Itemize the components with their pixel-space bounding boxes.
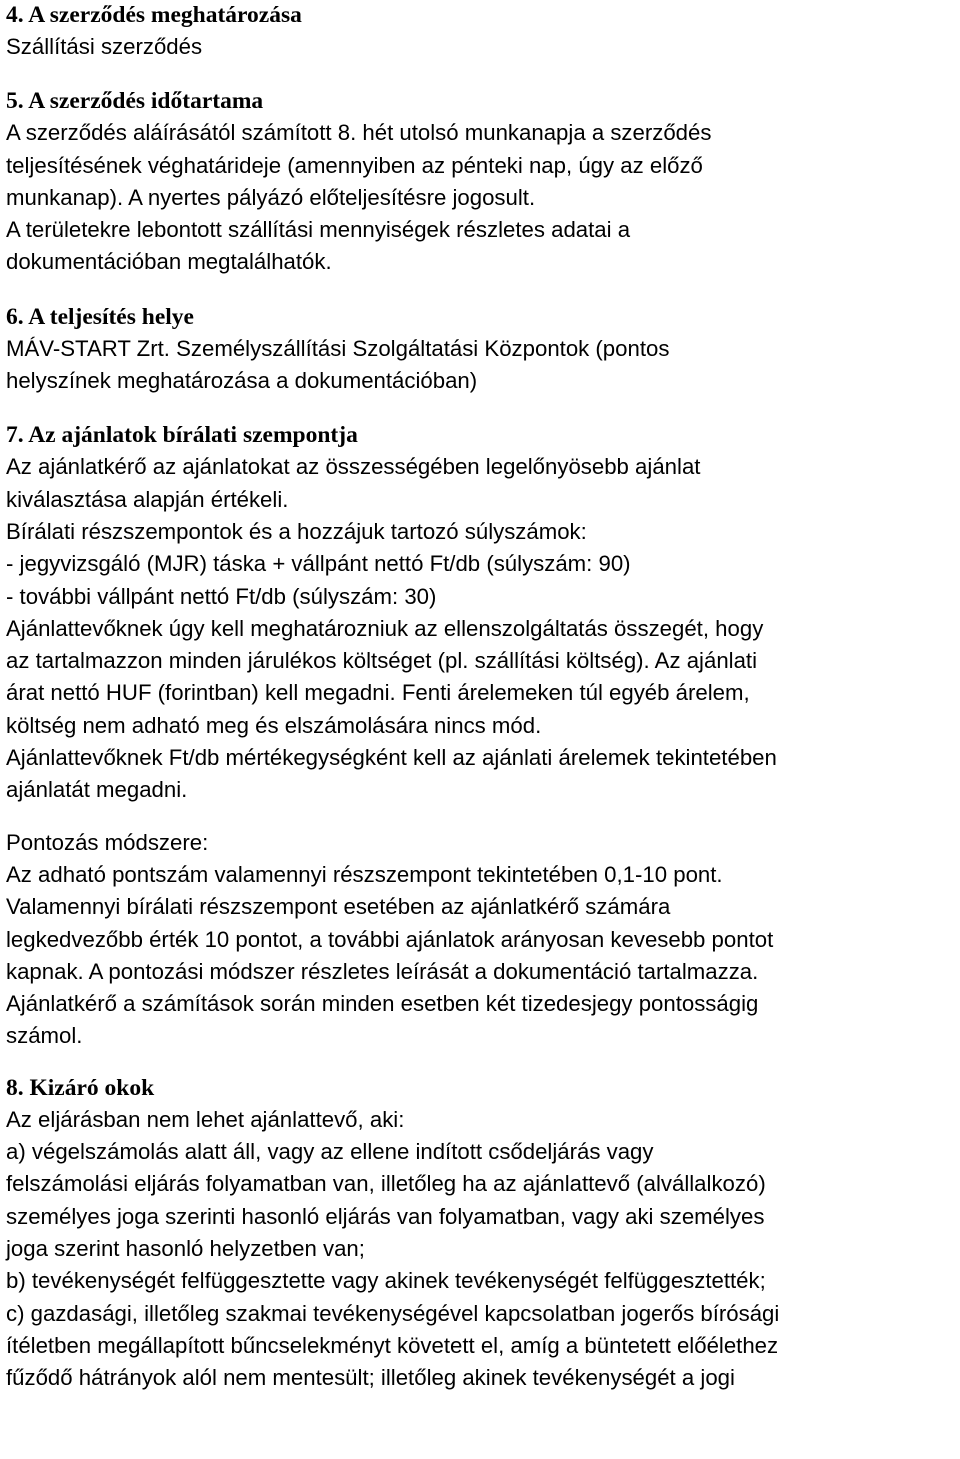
section-5-line: A területekre lebontott szállítási mennyiségek részletes adatai a — [6, 217, 631, 243]
section-8-heading: 8. Kizáró okok — [6, 1074, 155, 1101]
section-8-line: fűződő hátrányok alól nem mentesült; illetőleg akinek tevékenységét a jogi — [6, 1365, 735, 1391]
section-5-line: teljesítésének véghatárideje (amennyiben az pénteki nap, úgy az előző — [6, 152, 703, 178]
scoring-line: Valamennyi bírálati részszempont esetében az ajánlatkérő számára — [6, 894, 671, 920]
section-7-line: költség nem adható meg és elszámolására nincs mód. — [6, 712, 542, 738]
document-page — [6, 0, 956, 1394]
section-4-heading: 4. A szerződés meghatározása — [6, 2, 302, 28]
scoring-line: Az adható pontszám valamennyi részszempont tekintetében 0,1-10 pont. — [6, 861, 723, 887]
section-5-heading: 5. A szerződés időtartama — [6, 88, 264, 115]
section-8-line: b) tevékenységét felfüggesztette vagy akinek tevékenységét felfüggesztették; — [6, 1268, 766, 1294]
section-7-line: kiválasztása alapján értékeli. — [6, 486, 289, 512]
scoring-line: legkedvezőbb érték 10 pontot, a további ajánlatok arányosan kevesebb pontot — [6, 926, 774, 952]
section-8-line: személyes joga szerinti hasonló eljárás van folyamatban, vagy aki személyes — [6, 1203, 765, 1229]
scoring-method-label: Pontozás módszere: — [6, 829, 209, 855]
section-4 — [6, 0, 956, 63]
section-7-line: Az ajánlatkérő az ajánlatokat az összességében legelőnyösebb ajánlat — [6, 454, 701, 480]
scoring-line: számol. — [6, 1023, 83, 1049]
section-6-line: helyszínek meghatározása a dokumentációban) — [6, 368, 478, 394]
section-8-line: Az eljárásban nem lehet ajánlattevő, aki: — [6, 1106, 405, 1132]
section-8-line: c) gazdasági, illetőleg szakmai tevékenységével kapcsolatban jogerős bírósági — [6, 1300, 780, 1326]
section-8-line: ítéletben megállapított bűncselekményt követett el, amíg a büntetett előélethez — [6, 1332, 779, 1358]
section-8-line: a) végelszámolás alatt áll, vagy az ellene indított csődeljárás vagy — [6, 1139, 654, 1165]
section-6 — [6, 302, 956, 398]
scoring-line: kapnak. A pontozási módszer részletes leírását a dokumentáció tartalmazza. — [6, 958, 759, 984]
section-7-line: árat nettó HUF (forintban) kell megadni. Fenti árelemeken túl egyéb árelem, — [6, 680, 750, 706]
section-5 — [6, 86, 956, 278]
section-5-line: A szerződés aláírásától számított 8. hét utolsó munkanapja a szerződés — [6, 120, 712, 146]
section-7-heading: 7. Az ajánlatok bírálati szempontja — [6, 422, 358, 449]
section-8 — [6, 1073, 956, 1395]
section-7-line: ajánlatát megadni. — [6, 777, 188, 803]
section-5-line: dokumentációban megtalálhatók. — [6, 249, 332, 275]
scoring-line: Ajánlatkérő a számítások során minden esetben két tizedesjegy pontosságig — [6, 991, 759, 1017]
section-7-line: Ajánlattevőknek úgy kell meghatározniuk az ellenszolgáltatás összegét, hogy — [6, 615, 764, 641]
section-4-line: Szállítási szerződés — [6, 34, 203, 59]
section-7-line: az tartalmazzon minden járulékos költséget (pl. szállítási költség). Az ajánlati — [6, 648, 758, 674]
section-5-line: munkanap). A nyertes pályázó előteljesítésre jogosult. — [6, 184, 536, 210]
section-6-line: MÁV-START Zrt. Személyszállítási Szolgáltatási Központok (pontos — [6, 335, 670, 361]
section-6-heading: 6. A teljesítés helye — [6, 303, 194, 330]
section-7-line: Bírálati részszempontok és a hozzájuk tartozó súlyszámok: — [6, 518, 587, 544]
section-7 — [6, 420, 956, 1052]
section-7-line: Ajánlattevőknek Ft/db mértékegységként kell az ajánlati árelemek tekintetében — [6, 745, 777, 771]
section-8-line: felszámolási eljárás folyamatban van, illetőleg ha az ajánlattevő (alvállalkozó) — [6, 1171, 766, 1197]
section-7-line: - jegyvizsgáló (MJR) táska + vállpánt nettó Ft/db (súlyszám: 90) — [6, 551, 631, 577]
section-7-line: - további vállpánt nettó Ft/db (súlyszám: 30) — [6, 583, 437, 609]
section-8-line: joga szerint hasonló helyzetben van; — [6, 1235, 365, 1261]
